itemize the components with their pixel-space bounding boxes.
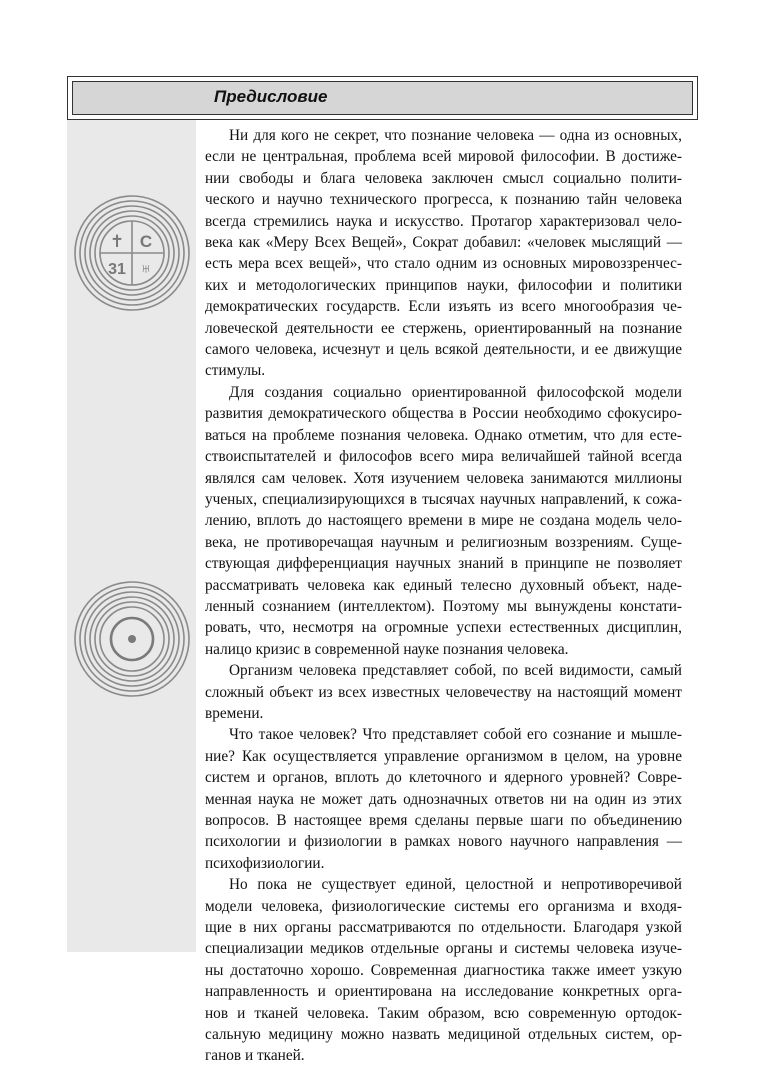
text-line: рассматривать человека как единый телесно духовный объект, наде- xyxy=(205,576,682,594)
text-line: психофизиологии. xyxy=(205,854,325,872)
section-title: Предисловие xyxy=(214,87,328,106)
text-line: ловеческой деятельности ее стержень, ориентированный на познание xyxy=(205,319,682,337)
paragraph xyxy=(205,660,682,724)
text-line: стимулы. xyxy=(205,362,266,380)
section-header xyxy=(67,76,698,120)
text-line: Для создания социально ориентированной философской модели xyxy=(229,383,682,401)
text-line: ваться на проблеме познания человека. Однако отметим, что для есте- xyxy=(205,426,682,444)
text-line: сальную медицину можно назвать медициной отдельных систем, ор- xyxy=(205,1026,682,1044)
text-line: направленность и ориентирована на исследование конкретных орга- xyxy=(205,983,682,1001)
text-line: щие в них органы рассматриваются по отдельности. Благодаря узкой xyxy=(205,919,682,937)
text-line: модели человека, физиологические системы его организма и входя- xyxy=(205,897,682,915)
paragraph xyxy=(205,874,682,1067)
text-line: демократических государств. Если изъять из всего многообразия че- xyxy=(205,298,682,316)
paragraph xyxy=(205,382,682,660)
text-line: ны достаточно хорошо. Современная диагностика также имеет узкую xyxy=(205,961,682,979)
paragraph xyxy=(205,724,682,874)
text-line: Ни для кого не секрет, что познание человека — одна из основных, xyxy=(229,127,682,144)
text-line: ровать, что, несмотря на огромные успехи естественных дисциплин, xyxy=(205,619,682,637)
uranus-symbol-icon: ♅ xyxy=(139,259,153,278)
text-line: всегда стремились наука и искусство. Протагор характеризовал чело- xyxy=(205,212,682,230)
text-line: ганов и тканей. xyxy=(205,1047,305,1065)
text-line: нов и тканей человека. Таким образом, всю современную ортодок- xyxy=(205,1004,682,1022)
text-line: ние? Как осуществляется управление организмом в целом, на уровне xyxy=(205,747,682,765)
text-line: века, не противоречащая научным и религиозным воззрениям. Суще- xyxy=(205,533,682,551)
text-line: ческого и научно технического прогресса, к познанию тайн человека xyxy=(205,191,682,209)
text-line: есть мера всех вещей», что стало одним из основных мировоззренчес- xyxy=(205,255,682,273)
zodiac-emblem-top xyxy=(73,194,191,312)
text-line: ленный сознанием (интеллектом). Поэтому мы вынуждены констати- xyxy=(205,597,682,615)
text-line: самого человека, исчезнут и цель всякой деятельности, и ее движущие xyxy=(205,341,682,359)
text-line: сложный объект из всех известных человечеству на настоящий момент xyxy=(205,683,682,701)
text-line: Организм человека представляет собой, по всей видимости, самый xyxy=(229,662,682,680)
body-text xyxy=(205,125,682,1067)
section-header-bar xyxy=(72,81,693,115)
paragraph xyxy=(205,125,682,382)
text-line: ученых, специализирующихся в тысячах научных направлений, к сожа- xyxy=(205,490,682,508)
text-line: если не центральная, проблема всей мировой философии. В достиже- xyxy=(205,148,682,166)
text-line: налицо кризис в современной науке познания человека. xyxy=(205,640,569,658)
text-line: являлся сам человек. Хотя изучением человека занимаются миллионы xyxy=(205,469,682,487)
sun-emblem-bottom xyxy=(73,580,191,698)
cross-symbol-icon: ✝ xyxy=(109,232,125,251)
text-line: менная наука не может дать однозначных ответов ни на один из этих xyxy=(205,790,682,808)
text-line: ких и методологических принципов науки, философии и политики xyxy=(205,276,682,294)
text-line: времени. xyxy=(205,704,264,722)
text-line: психологии и физиологии в рамках нового научного направления — xyxy=(205,833,682,851)
concentric-circles-icon xyxy=(73,194,191,312)
concentric-circles-sun-icon xyxy=(73,580,191,698)
text-line: вопросов. В настоящее время сделаны первые шаги по объединению xyxy=(205,812,682,829)
sun-center-dot xyxy=(128,635,136,643)
letter-s-symbol: С xyxy=(139,232,153,251)
text-line: лению, вплоть до настоящего времени в мире не создана модель чело- xyxy=(205,512,682,530)
text-line: ствующая дифференциация научных знаний в принципе не позволяет xyxy=(205,555,682,573)
text-line: Что такое человек? Что представляет собой его сознание и мышле- xyxy=(229,726,682,744)
number-31-symbol: 31 xyxy=(108,261,126,278)
text-line: Но пока не существует единой, целостной и непротиворечивой xyxy=(229,876,682,894)
text-line: ствоиспытателей и философов всего мира величайшей тайной всегда xyxy=(205,448,682,466)
text-line: века как «Меру Всех Вещей», Сократ добавил: «человек мыслящий — xyxy=(205,234,682,252)
text-line: развития демократического общества в России необходимо сфокусиро- xyxy=(205,405,682,423)
text-line: систем и органов, вплоть до клеточного и ядерного уровней? Совре- xyxy=(205,769,682,787)
text-line: нии свободы и блага человека заключен смысл социально полити- xyxy=(205,169,682,187)
text-line: специализации медиков отдельные органы и системы человека изуче- xyxy=(205,940,682,958)
